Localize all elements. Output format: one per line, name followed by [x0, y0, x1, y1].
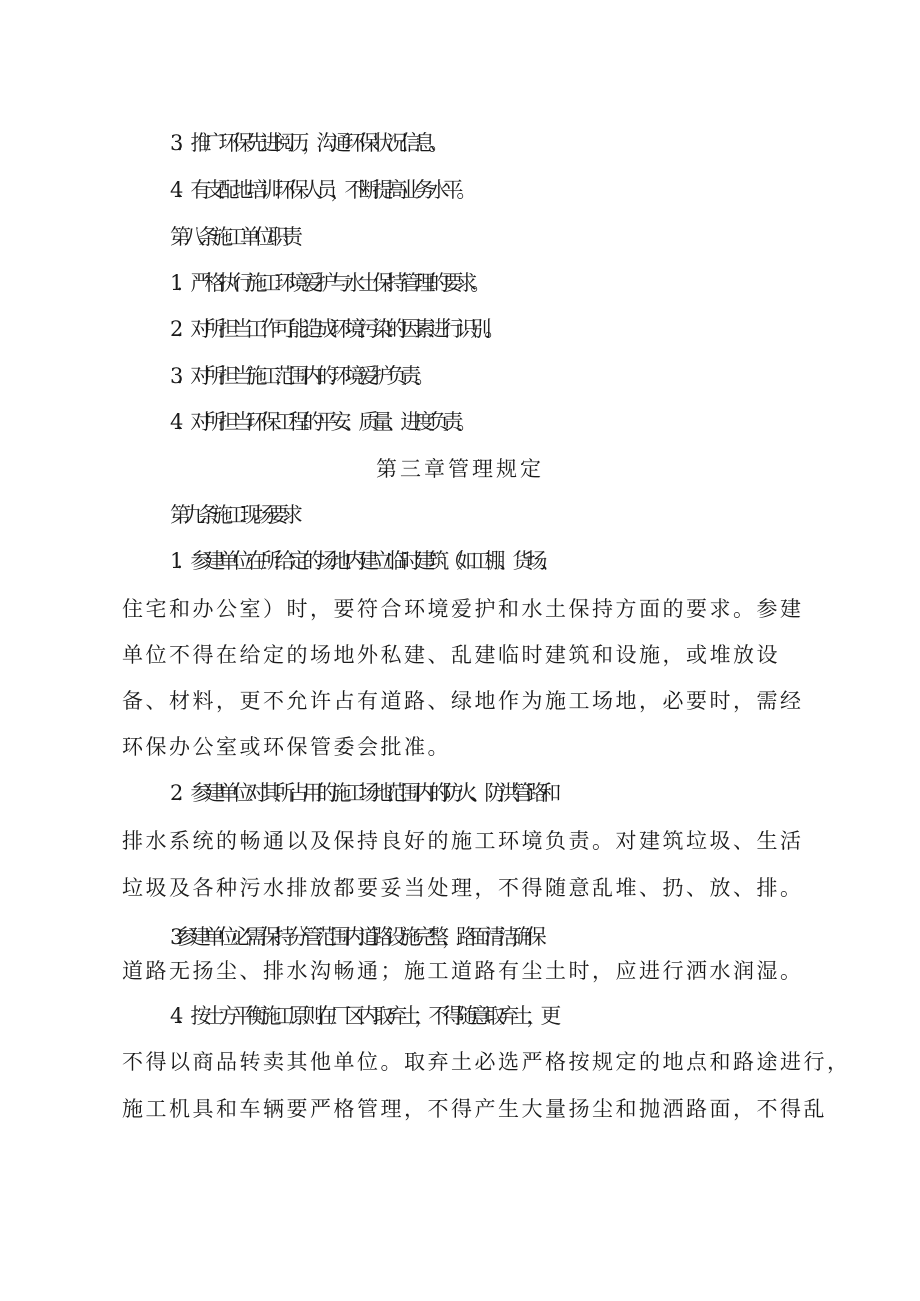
paragraph-line: 住宅和办公室）时，要符合环境爱护和水土保持方面的要求。参建 — [122, 597, 804, 621]
paragraph-line: 施工机具和车辆要严格管理，不得产生大量扬尘和抛洒路面，不得乱 — [122, 1097, 827, 1121]
list-item: 1．严格执行施工环境爱护与水土保持管理的要求。 — [170, 271, 485, 295]
article-heading: 第九条施工现场要求 — [170, 503, 296, 527]
list-item: 2．对所担当工作可能造成环境污染的因素进行识别。 — [170, 317, 499, 341]
paragraph-line: 垃圾及各种污水排放都要妥当处理，不得随意乱堆、扔、放、排。 — [122, 876, 804, 900]
chapter-title: 第三章管理规定 — [376, 457, 544, 481]
article-heading: 第八条施工单位职责 — [170, 225, 296, 249]
paragraph-line: 单位不得在给定的场地外私建、乱建临时建筑和设施，或堆放设 — [122, 643, 780, 667]
paragraph-line: 1．参建单位在所给定的场地内建立临时建筑（如工棚、货场、 — [170, 549, 555, 573]
paragraph-line: 3.参建单位必需保持分管范围内道路设施完整，路面清洁,确保 — [170, 925, 540, 949]
list-item: 3．推广环保先进阅历，沟通环保状况信息。 — [170, 131, 443, 155]
paragraph-line: 4．按土方平衡施工原则在厂区内取弃土，不得随意取弃土，更 — [170, 1004, 555, 1028]
paragraph-line: 备、材料，更不允许占有道路、绿地作为施工场地，必要时，需经 — [122, 689, 804, 713]
paragraph-line: 排水系统的畅通以及保持良好的施工环境负责。对建筑垃圾、生活 — [122, 829, 804, 853]
paragraph-line: 不得以商品转卖其他单位。取弃土必选严格按规定的地点和路途进行， — [122, 1050, 851, 1074]
paragraph-line: 环保办公室或环保管委会批准。 — [122, 735, 451, 759]
paragraph-line: 道路无扬尘、排水沟畅通；施工道路有尘土时，应进行洒水润湿。 — [122, 959, 804, 983]
paragraph-line: 2．参建单位对其所占用的施工场地范围内的防火、防洪管路和 — [170, 781, 555, 805]
list-item: 3．对所担当施工范围内的环境爱护负责。 — [170, 364, 429, 388]
list-item: 4．对所担当环保工程的平安、质量、进度负责。 — [170, 410, 471, 434]
list-item: 4．有支配地培训环保人员，不断提高业务水平。 — [170, 178, 471, 202]
